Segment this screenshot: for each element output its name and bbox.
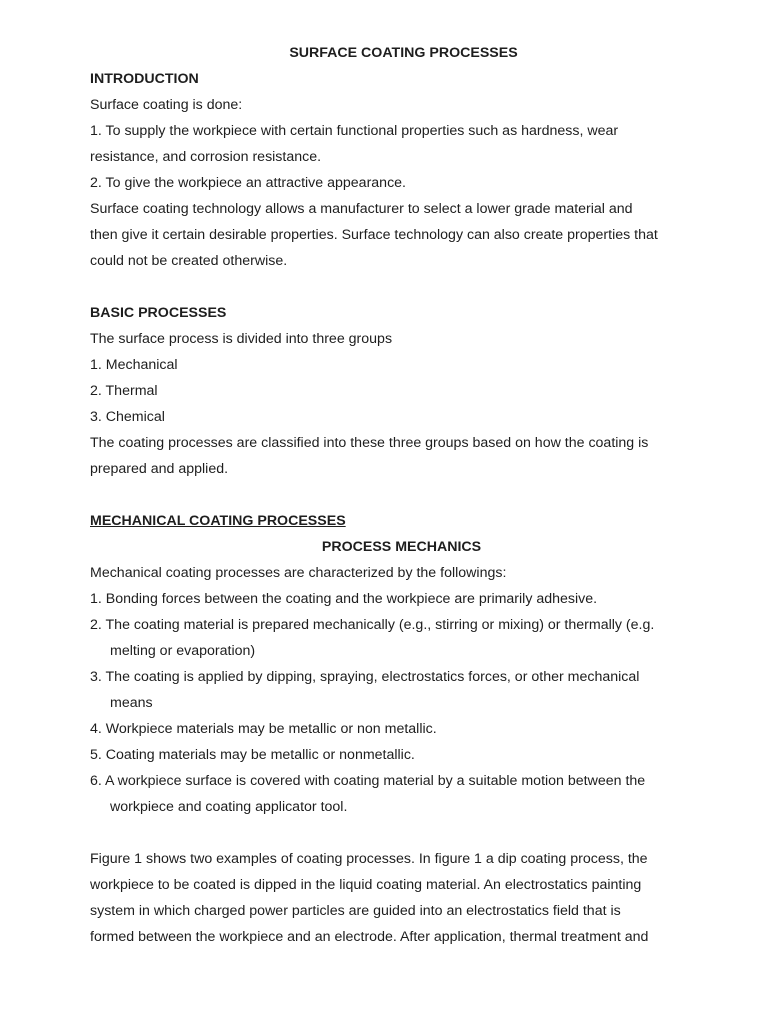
- document-body: [90, 40, 710, 950]
- figure-paragraph-line: formed between the workpiece and an electrode. After application, thermal treatment and: [90, 929, 649, 945]
- basic-line: The coating processes are classified into these three groups based on how the coating is: [90, 435, 649, 451]
- mechanical-list-item-continuation: workpiece and coating applicator tool.: [110, 799, 348, 815]
- paragraph-spacer: [90, 274, 710, 300]
- mechanical-list-item: 2. The coating material is prepared mechanically (e.g., stirring or mixing) or thermally (e.g.: [90, 617, 655, 633]
- intro-line: 1. To supply the workpiece with certain functional properties such as hardness, wear: [90, 123, 619, 139]
- intro-line: could not be created otherwise.: [90, 253, 288, 269]
- basic-line: prepared and applied.: [90, 461, 229, 477]
- mechanical-heading: MECHANICAL COATING PROCESSES: [90, 513, 346, 529]
- basic-heading: BASIC PROCESSES: [90, 305, 227, 321]
- figure-paragraph-line: workpiece to be coated is dipped in the liquid coating material. An electrostatics painting: [90, 877, 642, 893]
- basic-line: The surface process is divided into three groups: [90, 331, 393, 347]
- intro-line: Surface coating is done:: [90, 97, 243, 113]
- paragraph-spacer: [90, 482, 710, 508]
- intro-line: 2. To give the workpiece an attractive appearance.: [90, 175, 406, 191]
- document-title: SURFACE COATING PROCESSES: [289, 45, 518, 61]
- mechanical-list-item: 5. Coating materials may be metallic or nonmetallic.: [90, 747, 415, 763]
- figure-paragraph-line: Figure 1 shows two examples of coating processes. In figure 1 a dip coating process, the: [90, 851, 648, 867]
- figure-paragraph-line: system in which charged power particles are guided into an electrostatics field that is: [90, 903, 621, 919]
- basic-list-item: 2. Thermal: [90, 383, 158, 399]
- mechanical-list-item-continuation: melting or evaporation): [110, 643, 256, 659]
- mechanical-intro: Mechanical coating processes are characterized by the followings:: [90, 565, 507, 581]
- basic-list-item: 3. Chemical: [90, 409, 165, 425]
- mechanical-list-item: 6. A workpiece surface is covered with coating material by a suitable motion between the: [90, 773, 646, 789]
- intro-heading: INTRODUCTION: [90, 71, 199, 87]
- mechanical-list-item: 3. The coating is applied by dipping, spraying, electrostatics forces, or other mechanical: [90, 669, 640, 685]
- mechanical-list-item: 4. Workpiece materials may be metallic or non metallic.: [90, 721, 437, 737]
- process-mechanics-subheading: PROCESS MECHANICS: [321, 539, 482, 555]
- intro-line: then give it certain desirable properties. Surface technology can also create properties that: [90, 227, 658, 243]
- intro-line: resistance, and corrosion resistance.: [90, 149, 322, 165]
- basic-list-item: 1. Mechanical: [90, 357, 178, 373]
- mechanical-list-item: 1. Bonding forces between the coating and the workpiece are primarily adhesive.: [90, 591, 598, 607]
- paragraph-spacer: [90, 820, 710, 846]
- mechanical-list-item-continuation: means: [110, 695, 153, 711]
- intro-line: Surface coating technology allows a manufacturer to select a lower grade material and: [90, 201, 633, 217]
